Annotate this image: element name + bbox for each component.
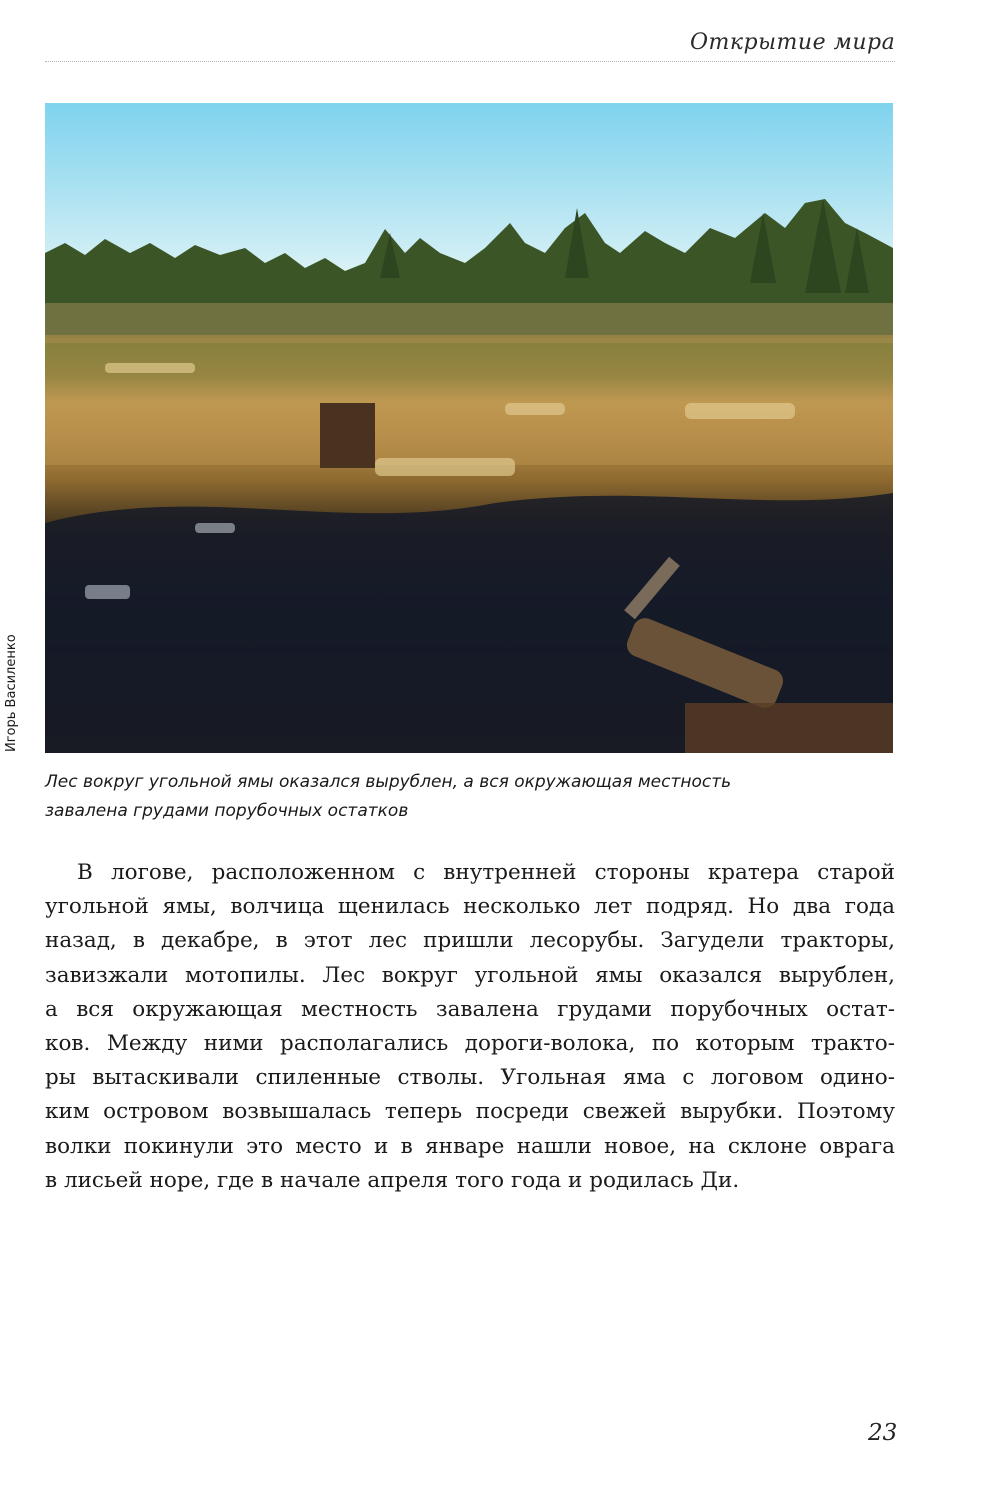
text-line: волки покинули это место и в январе нашли новое, на склоне оврага: [45, 1133, 895, 1159]
text-line: ры вытаскивали спиленные стволы. Угольная яма с логовом одино-: [45, 1065, 895, 1091]
text-line: завизжали мотопилы. Лес вокруг угольной ямы оказался вырублен,: [45, 962, 895, 988]
caption-line: Лес вокруг угольной ямы оказался вырублен, а вся окружающая местность: [45, 772, 732, 792]
figure-caption: [45, 768, 905, 826]
text-line: в лисьей норе, где в начале апреля того года и родилась Ди.: [45, 1167, 740, 1193]
text-line: ков. Между ними располагались дороги-волока, по которым тракто-: [45, 1031, 895, 1057]
text-line: назад, в декабре, в этот лес пришли лесорубы. Загудели тракторы,: [45, 928, 895, 954]
clearcut-landscape-image: [45, 103, 893, 753]
caption-line: завалена грудами порубочных остатков: [45, 801, 409, 821]
running-head: Открытие мира: [690, 30, 896, 55]
figure-photo: [45, 103, 893, 753]
text-line: а вся окружающая местность завалена грудами порубочных остат-: [45, 996, 895, 1022]
header-divider: [45, 61, 895, 62]
body-paragraph: [45, 856, 895, 1198]
text-line: В логове, расположенном с внутренней стороны кратера старой: [77, 860, 895, 885]
text-line: ким островом возвышалась теперь посреди свежей вырубки. Поэтому: [45, 1099, 895, 1125]
photo-credit: Игорь Василенко: [4, 634, 19, 752]
page-number: 23: [868, 1420, 898, 1446]
text-line: угольной ямы, волчица щенилась несколько лет подряд. Но два года: [45, 894, 895, 920]
